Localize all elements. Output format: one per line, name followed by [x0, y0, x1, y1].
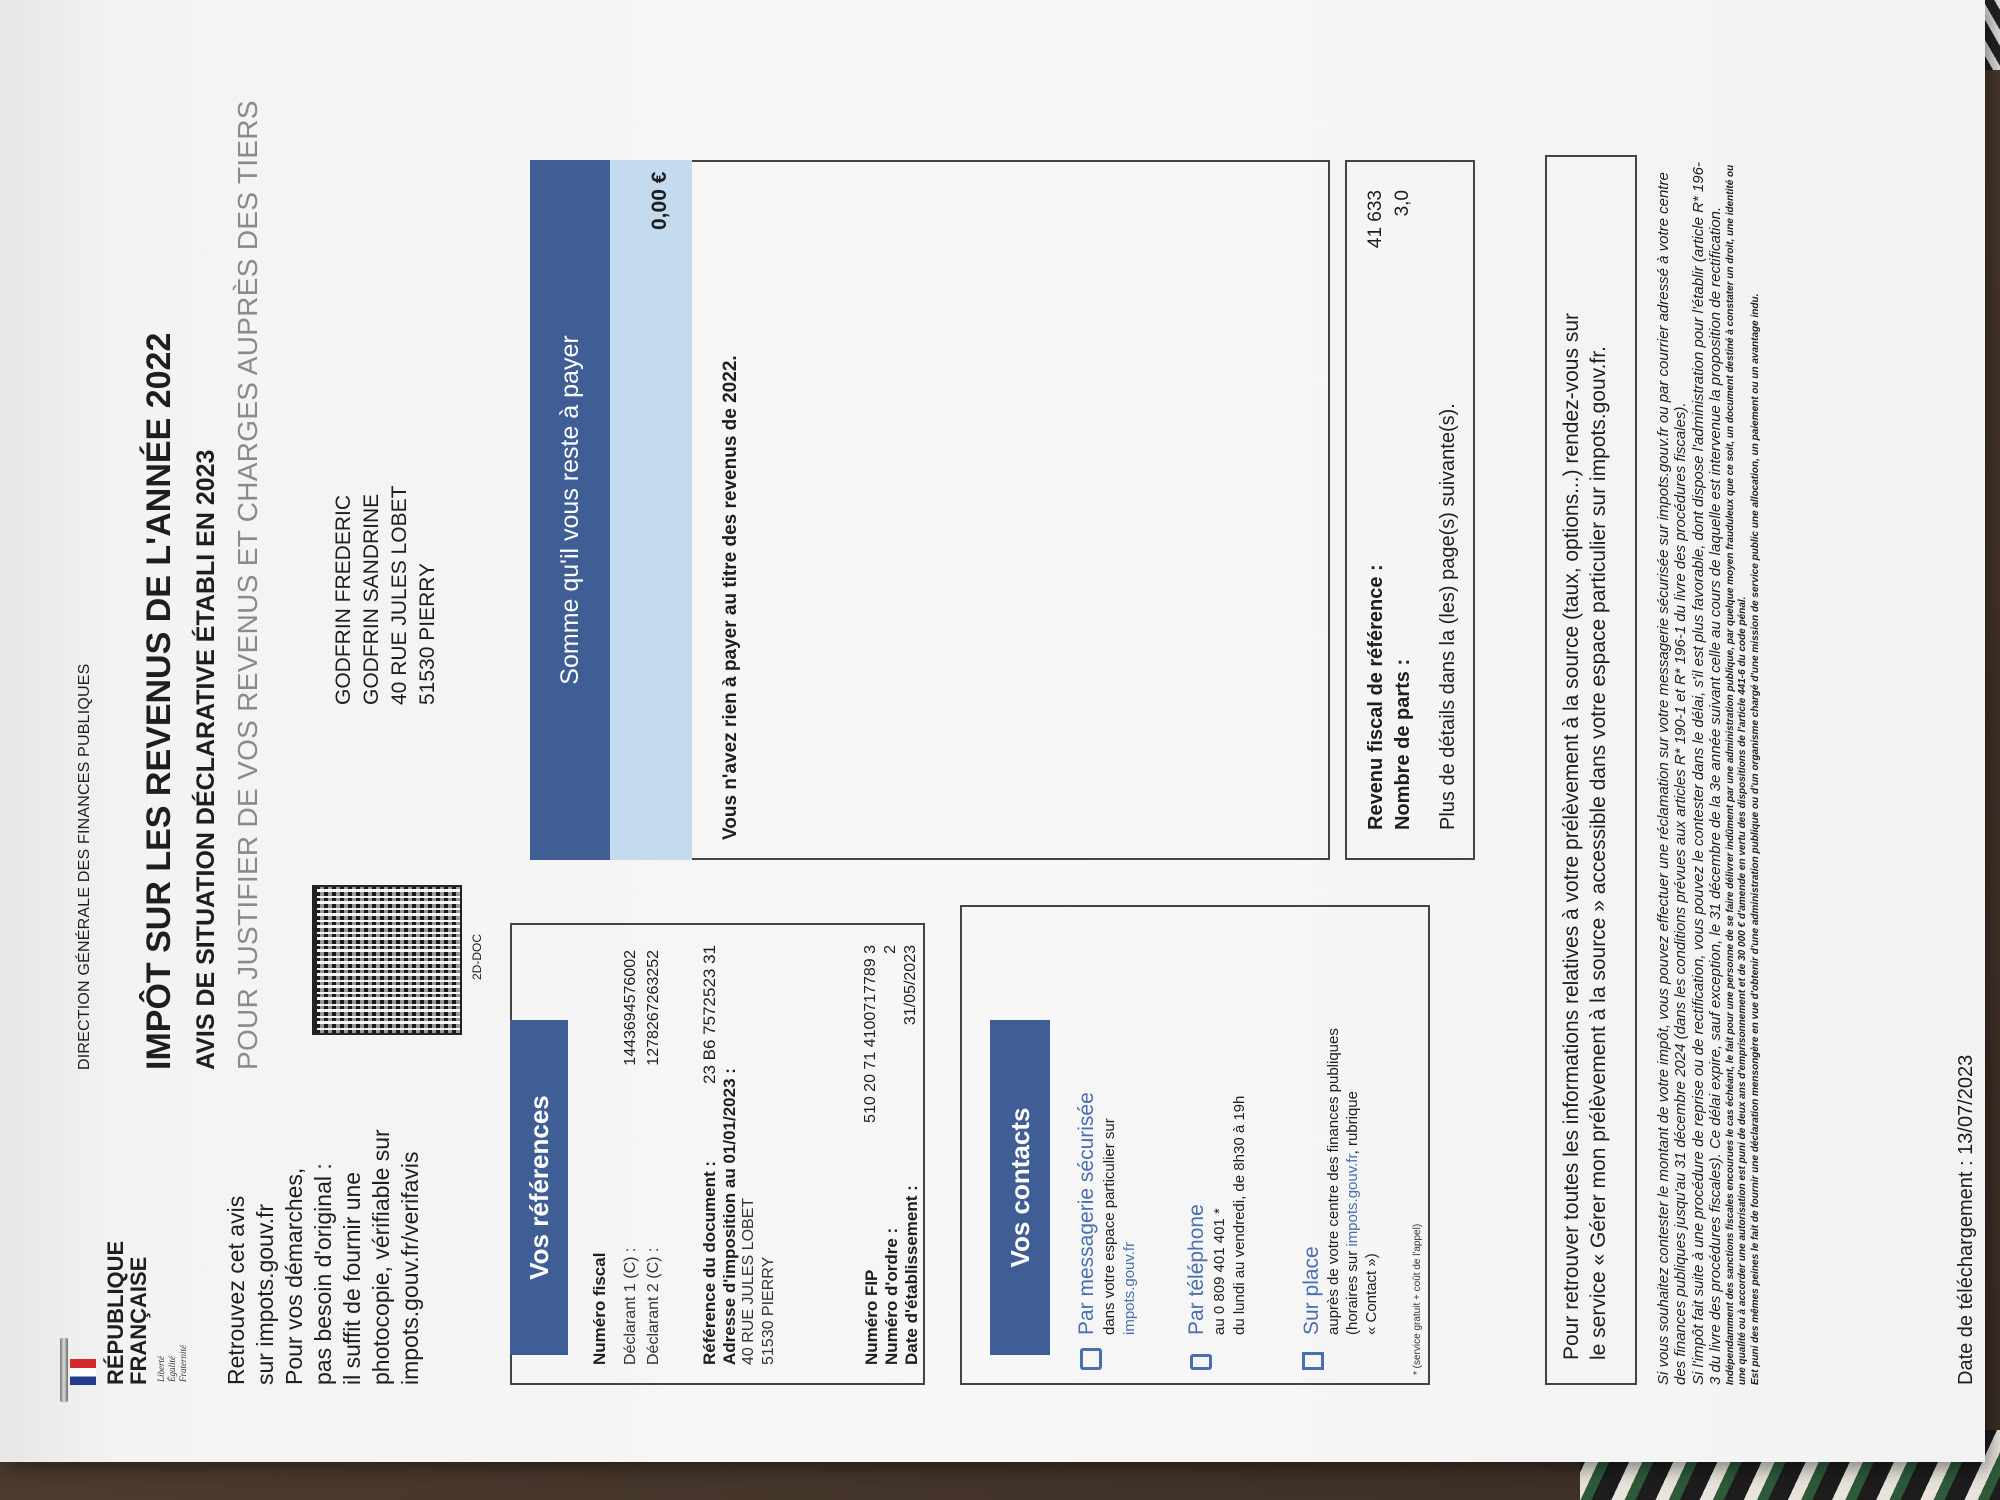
2d-doc-label: 2D-DOC [470, 933, 484, 980]
phone-icon [1190, 1354, 1212, 1370]
intro-line: sur impots.gouv.fr [252, 1203, 278, 1385]
doc-ref-label: Référence du document : [700, 1160, 719, 1365]
building-icon [1302, 1352, 1324, 1370]
phone-title[interactable]: Par téléphone [1185, 1204, 1208, 1335]
declarant2-label: Déclarant 2 (C) : [645, 1247, 662, 1365]
intro-line: Retrouvez cet avis [223, 1195, 249, 1385]
declarant1-value: 1443694576002 [622, 950, 639, 1066]
secure-messaging-title[interactable]: Par messagerie sécurisée [1075, 1092, 1098, 1335]
motto-fraternite: Fraternité [178, 1345, 188, 1382]
declarant2-value: 1278267263252 [645, 950, 662, 1066]
marianne-logo-icon [70, 1359, 96, 1385]
phone-number: au 0 809 401 401 * [1211, 1208, 1228, 1335]
recipient-name: GODFRIN FREDERIC [332, 495, 355, 705]
page-subtitle: AVIS DE SITUATION DÉCLARATIVE ÉTABLI EN 2023 [192, 449, 220, 1070]
fip-label: Numéro FIP [862, 1269, 881, 1365]
order-number-value: 2 [882, 945, 899, 954]
parts-value: 3,0 [1392, 190, 1413, 217]
fiscal-number-label: Numéro fiscal [590, 1252, 609, 1365]
in-person-hours-suffix: , rubrique [1344, 1091, 1361, 1155]
rfr-value: 41 633 [1365, 190, 1386, 249]
page-subtitle-grey: POUR JUSTIFIER DE VOS REVENUS ET CHARGES AUPRÈS DES TIERS [232, 100, 263, 1070]
download-date: Date de téléchargement : 13/07/2023 [1955, 1054, 1977, 1385]
page-title: IMPÔT SUR LES REVENUS DE L'ANNÉE 2022 [140, 332, 178, 1070]
intro-line: impots.gouv.fr/verifavis [397, 1151, 423, 1385]
intro-line: Pour vos démarches, [281, 1167, 307, 1385]
references-tab: Vos références [510, 1020, 568, 1355]
amount-due-value: 0,00 € [648, 171, 671, 230]
withholding-text [1558, 170, 1612, 1360]
legal-paragraph-small: Indépendamment des sanctions fiscales encourues le cas échéant, le fait pour une personne de se faire délivrer indûment par une administration publique, par quelque moyen frauduleux que ce soit, un document destiné à constater un droit, une identité ou une qualité ou à accorder une autorisation est puni de deux ans d'emprisonnement et de 30 000 € d'amende en vertu des dispositions de l'article 441-6 du code pénal. [1725, 164, 1748, 1385]
secure-messaging-text: dans votre espace particulier sur [1101, 1118, 1118, 1335]
amount-due-header: Somme qu'il vous reste à payer [530, 160, 610, 860]
legal-paragraph: Si l'impôt fait suite à une procédure de reprise ou de rectification, vous pouvez le contester dans le délai, s'il est plus favorable, dont dispose l'administration pour l'établir (article R* 196-3 du livre des procédures fiscales). Ce délai expire, sauf exception, le 31 décembre de la 3e année suivant celle au cours de laquelle est intervenue la proposition de rectification. [1690, 162, 1724, 1385]
in-person-contact-rubric: « Contact ») [1363, 1253, 1380, 1335]
in-person-text: auprès de votre centre des finances publiques [1325, 1028, 1342, 1335]
intro-line: il suffit de fournir une [339, 1171, 365, 1385]
rfr-label: Revenu fiscal de référence : [1365, 564, 1387, 830]
in-person-hours-prefix: (horaires sur [1344, 1246, 1361, 1335]
in-person-link[interactable]: impots.gouv.fr [1344, 1154, 1361, 1247]
legal-paragraph: Si vous souhaitez contester le montant de votre impôt, vous pouvez effectuer une réclamation sur votre messagerie sécurisée sur impots.gouv.fr ou par courrier adressé à votre centre des finances publiques jusqu'au 31 décembre 2024 (dans les conditions prévues aux articles R* 190-1 et R* 196-1 du livre des procédures fiscales). [1655, 172, 1689, 1385]
computer-icon [1080, 1348, 1102, 1370]
declarant1-label: Déclarant 1 (C) : [622, 1247, 639, 1365]
fip-value: 510 20 71 4100717789 3 [862, 945, 879, 1123]
contacts-tab: Vos contacts [990, 1020, 1050, 1355]
phone-footnote: * (service gratuit + coût de l'appel) [1412, 1223, 1423, 1375]
phone-hours: du lundi au vendredi, de 8h30 à 19h [1231, 1095, 1248, 1335]
intro-line: photocopie, vérifiable sur [368, 1129, 394, 1385]
recipient-name: GODFRIN SANDRINE [360, 493, 383, 705]
withholding-line: Pour retrouver toutes les informations relatives à votre prélèvement à la source (taux, options...) rendez-vous sur [1560, 313, 1583, 1360]
issue-date-value: 31/05/2023 [902, 945, 919, 1026]
motto-liberte: Liberté [156, 1356, 166, 1382]
intro-line: pas besoin d'original : [310, 1163, 336, 1385]
in-person-hours [1343, 1091, 1362, 1335]
legal-paragraph-small: Est puni des mêmes peines le fait de fournir une déclaration mensongère en vue d'obtenir d'une administration publique ou d'un organisme chargé d'une mission de service public une allocation, un paiement ou un avantage indu. [1750, 293, 1761, 1385]
issue-date-label: Date d'établissement : [902, 1185, 921, 1365]
republic-title: RÉPUBLIQUE FRANÇAISE [103, 1240, 151, 1385]
intro-text [222, 1085, 425, 1385]
amount-due-band [610, 160, 692, 860]
motto-egalite: Égalité [167, 1356, 177, 1382]
order-number-label: Numéro d'ordre : [882, 1227, 901, 1365]
withholding-line: le service « Gérer mon prélèvement à la source » accessible dans votre espace particulier sur impots.gouv.fr. [1587, 346, 1610, 1360]
tax-address-label: Adresse d'imposition au 01/01/2023 : [720, 1068, 739, 1365]
direction-label: DIRECTION GÉNÉRALE DES FINANCES PUBLIQUES [76, 663, 93, 1070]
republic-motto [156, 1345, 189, 1382]
recipient-city: 51530 PIERRY [416, 562, 439, 705]
2d-doc-barcode [312, 885, 462, 1035]
tax-address-street: 40 RUE JULES LOBET [740, 1197, 757, 1365]
in-person-title[interactable]: Sur place [1300, 1246, 1323, 1335]
recipient-address [330, 486, 442, 705]
legal-notice [1655, 155, 1762, 1385]
secure-messaging-link[interactable]: impots.gouv.fr [1121, 1241, 1138, 1335]
doc-ref-value: 23 B6 7572523 31 [700, 945, 719, 1084]
parts-label: Nombre de parts : [1392, 658, 1414, 830]
recipient-street: 40 RUE JULES LOBET [388, 485, 411, 705]
nothing-to-pay-message: Vous n'avez rien à payer au titre des revenus de 2022. [720, 355, 741, 840]
more-details-text: Plus de détails dans la (les) page(s) suivante(s). [1437, 403, 1459, 830]
tax-address-city: 51530 PIERRY [760, 1256, 777, 1365]
